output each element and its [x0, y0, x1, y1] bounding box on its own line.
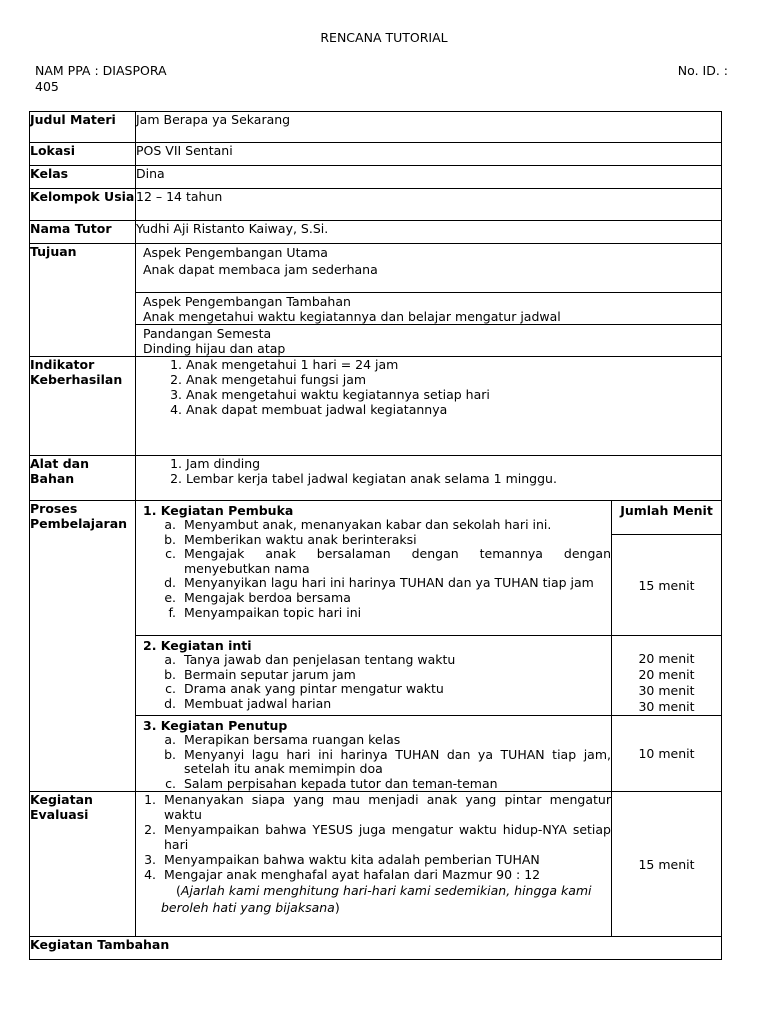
list-item: b. Memberikan waktu anak berinteraksi	[180, 533, 611, 548]
list-item: b. Menyanyi lagu hari ini harinya TUHAN dan ya TUHAN tiap jam, setelah itu anak memimpin doa	[180, 748, 611, 777]
value-kelompok-usia: 12 – 14 tahun	[136, 189, 722, 221]
document-title: RENCANA TUTORIAL	[320, 30, 448, 45]
list-item: 2. Menyampaikan bahwa YESUS juga mengatur waktu hidup-NYA setiap hari	[160, 822, 611, 852]
value-evaluasi	[136, 792, 612, 937]
list-item: b. Bermain seputar jarum jam	[180, 668, 611, 683]
kegiatan-pembuka-title: 1. Kegiatan Pembuka	[143, 503, 294, 518]
list-item: a. Menyambut anak, menanyakan kabar dan sekolah hari ini.	[180, 518, 611, 533]
list-item: 3. Anak mengetahui waktu kegiatannya setiap hari	[186, 387, 721, 402]
list-item: d. Menyanyikan lagu hari ini harinya TUHAN dan ya TUHAN tiap jam	[180, 576, 611, 591]
row-alat-bahan	[30, 456, 722, 501]
label-judul: Judul Materi	[30, 112, 136, 143]
kegiatan-inti	[136, 636, 612, 716]
label-lokasi: Lokasi	[30, 143, 136, 166]
ppa-name-label: NAM PPA : DIASPORA	[35, 63, 167, 78]
kegiatan-penutup-title: 3. Kegiatan Penutup	[143, 718, 288, 733]
list-item: 1. Menanyakan siapa yang mau menjadi anak yang pintar mengatur waktu	[160, 792, 611, 822]
label-kelas: Kelas	[30, 166, 136, 189]
list-item: 4. Mengajar anak menghafal ayat hafalan dari Mazmur 90 : 12	[160, 867, 611, 882]
tujuan-utama-text: Anak dapat membaca jam sederhana	[143, 262, 378, 277]
list-item: f. Menyampaikan topic hari ini	[180, 606, 611, 621]
kegiatan-penutup	[136, 716, 612, 792]
row-nama-tutor	[30, 221, 722, 244]
label-proses: Proses Pembelajaran	[30, 501, 136, 792]
row-evaluasi	[30, 792, 722, 937]
list-item: c. Drama anak yang pintar mengatur waktu	[180, 682, 611, 697]
pembuka-menit: 15 menit	[612, 535, 722, 636]
ayat-hafalan-text: Ajarlah kami menghitung hari-hari kami sedemikian, hingga kami beroleh hati yang bijaksana	[161, 883, 592, 916]
list-item: 4. Anak dapat membuat jadwal kegiatannya	[186, 402, 721, 417]
evaluasi-menit: 15 menit	[612, 792, 722, 937]
inti-menit-value: 20 menit	[638, 651, 695, 666]
value-lokasi: POS VII Sentani	[136, 143, 722, 166]
inti-menit-value: 30 menit	[638, 699, 695, 714]
pandangan-semesta	[136, 325, 721, 356]
list-item: a. Merapikan bersama ruangan kelas	[180, 733, 611, 748]
inti-menit-value: 30 menit	[638, 683, 695, 698]
row-judul	[30, 112, 722, 143]
indikator-list	[136, 357, 721, 417]
row-tujuan	[30, 244, 722, 357]
row-kelas	[30, 166, 722, 189]
list-item: e. Mengajak berdoa bersama	[180, 591, 611, 606]
kegiatan-pembuka	[136, 501, 612, 636]
list-item: d. Membuat jadwal harian	[180, 697, 611, 712]
label-nama-tutor: Nama Tutor	[30, 221, 136, 244]
jumlah-menit-header: Jumlah Menit	[612, 501, 722, 535]
list-item: c. Salam perpisahan kepada tutor dan teman-teman	[180, 777, 611, 792]
tujuan-utama	[136, 244, 721, 293]
list-item: 2. Anak mengetahui fungsi jam	[186, 372, 721, 387]
kegiatan-pembuka-list	[136, 518, 611, 620]
tutorial-plan-table	[29, 111, 722, 960]
label-evaluasi: Kegiatan Evaluasi	[30, 792, 136, 937]
tujuan-tambahan-title: Aspek Pengembangan Tambahan	[143, 294, 351, 309]
tujuan-utama-title: Aspek Pengembangan Utama	[143, 245, 328, 260]
label-kelompok-usia: Kelompok Usia	[30, 189, 136, 221]
label-kegiatan-tambahan: Kegiatan Tambahan	[30, 937, 722, 960]
tujuan-tambahan	[136, 293, 721, 325]
value-alat-bahan	[136, 456, 722, 501]
kegiatan-inti-list	[136, 653, 611, 711]
label-alat-bahan: Alat dan Bahan	[30, 456, 136, 501]
inti-menit-value: 20 menit	[638, 667, 695, 682]
label-indikator: Indikator Keberhasilan	[30, 357, 136, 456]
list-item: c. Mengajak anak bersalaman dengan temannya dengan menyebutkan nama	[180, 547, 611, 576]
kegiatan-penutup-list	[136, 733, 611, 791]
row-indikator	[30, 357, 722, 456]
ppa-name	[35, 63, 167, 95]
ppa-number: 405	[35, 79, 59, 94]
alat-bahan-list	[136, 456, 721, 486]
penutup-menit: 10 menit	[612, 716, 722, 792]
pandangan-semesta-title: Pandangan Semesta	[143, 326, 272, 341]
row-kegiatan-tambahan	[30, 937, 722, 960]
tujuan-tambahan-text: Anak mengetahui waktu kegiatannya dan belajar mengatur jadwal	[143, 309, 561, 324]
value-tujuan	[136, 244, 722, 357]
open-paren: (	[176, 883, 181, 899]
list-item: a. Tanya jawab dan penjelasan tentang waktu	[180, 653, 611, 668]
close-paren: )	[334, 900, 340, 916]
value-indikator	[136, 357, 722, 456]
list-item: 1. Anak mengetahui 1 hari = 24 jam	[186, 357, 721, 372]
evaluasi-list	[136, 792, 611, 882]
row-kelompok-usia	[30, 189, 722, 221]
list-item: 2. Lembar kerja tabel jadwal kegiatan anak selama 1 minggu.	[186, 471, 721, 486]
pandangan-semesta-text: Dinding hijau dan atap	[143, 341, 286, 356]
value-kelas: Dina	[136, 166, 722, 189]
value-nama-tutor: Yudhi Aji Ristanto Kaiway, S.Si.	[136, 221, 722, 244]
value-judul: Jam Berapa ya Sekarang	[136, 112, 722, 143]
row-proses	[30, 501, 722, 535]
list-item: 3. Menyampaikan bahwa waktu kita adalah pemberian TUHAN	[160, 852, 611, 867]
kegiatan-inti-title: 2. Kegiatan inti	[143, 638, 252, 653]
row-lokasi	[30, 143, 722, 166]
list-item: 1. Jam dinding	[186, 456, 721, 471]
inti-menit	[612, 636, 722, 716]
id-number-label: No. ID. :	[677, 63, 728, 78]
label-tujuan: Tujuan	[30, 244, 136, 357]
ayat-hafalan	[136, 882, 611, 916]
